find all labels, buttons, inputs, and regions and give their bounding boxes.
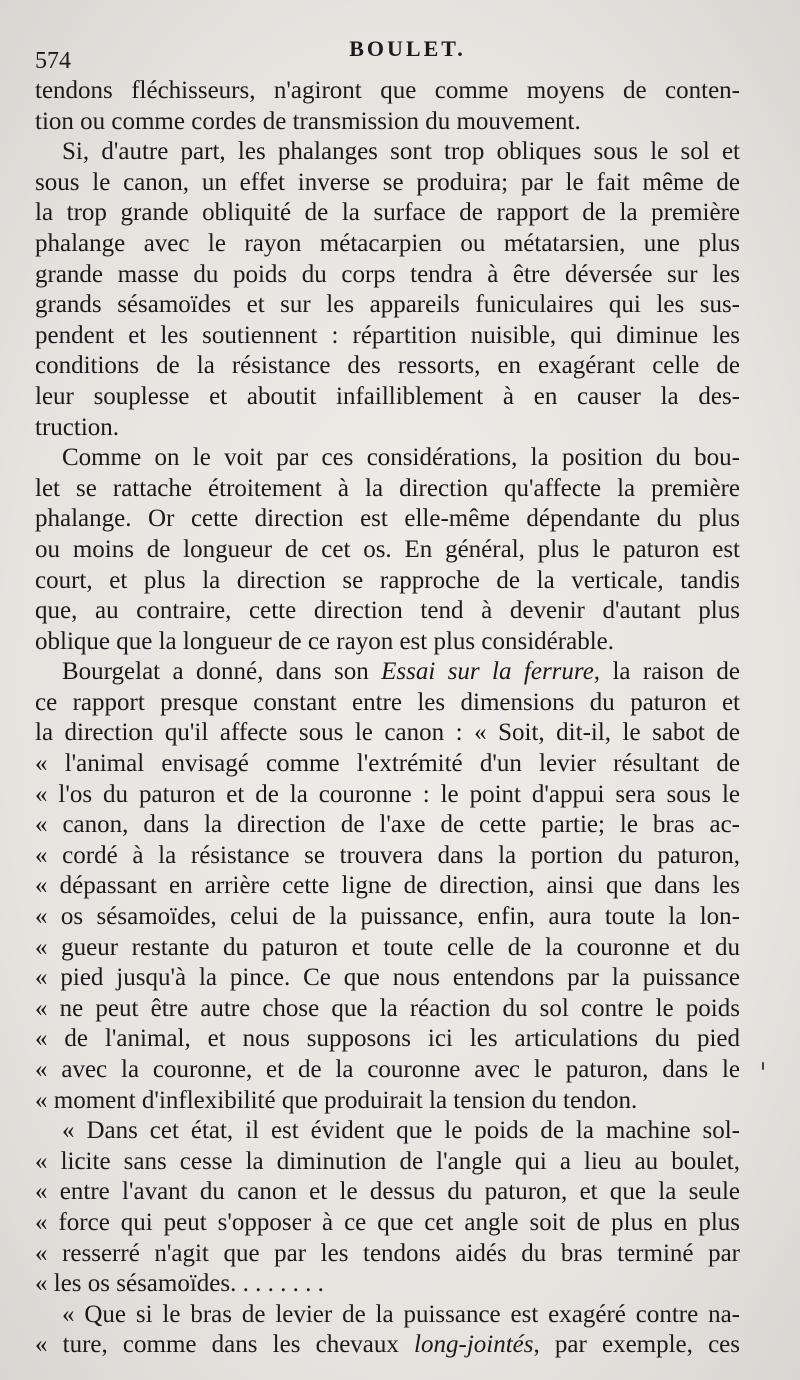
text-line: « Dans cet état, il est évident que le poids de la machine sol- xyxy=(62,1117,740,1145)
text-line: « os sésamoïdes, celui de la puissance, enfin, aura toute la lon- xyxy=(35,903,740,931)
text-line: que, au contraire, cette direction tend à devenir d'autant plus xyxy=(35,597,740,625)
text-line: tion ou comme cordes de transmission du mouvement. xyxy=(35,107,581,135)
text-line: « licite sans cesse la diminution de l'angle qui a lieu au boulet, xyxy=(35,1147,740,1175)
text-line: truction. xyxy=(35,413,120,441)
text-line xyxy=(35,1330,740,1361)
text-line: court, et plus la direction se rapproche de la verticale, tandis xyxy=(35,566,740,594)
text-line: grands sésamoïdes et sur les appareils funiculaires qui les sus- xyxy=(35,291,740,319)
text-line: « canon, dans la direction de l'axe de cette partie; le bras ac- xyxy=(35,811,740,839)
text-line: « avec la couronne, et de la couronne avec le paturon, dans le xyxy=(35,1056,740,1083)
page-number: 574 xyxy=(35,48,71,74)
text-segment: , par exemple, ces xyxy=(533,1331,740,1359)
text-segment: Bourgelat a donné, dans son xyxy=(62,658,382,686)
text-line: tendons fléchisseurs, n'agiront que comme moyens de conten- xyxy=(35,77,740,104)
text-line: phalange avec le rayon métacarpien ou métatarsien, une plus xyxy=(35,229,740,257)
text-line: Si, d'autre part, les phalanges sont trop obliques sous le sol et xyxy=(62,138,740,166)
text-line: « de l'animal, et nous supposons ici les articulations du pied xyxy=(35,1025,740,1053)
text-line: ce rapport presque constant entre les dimensions du paturon et xyxy=(35,688,740,716)
text-line: « moment d'inflexibilité que produirait la tension du tendon. xyxy=(35,1086,638,1114)
text-line: « l'animal envisagé comme l'extrémité d'un levier résultant de xyxy=(35,750,740,778)
text-line: conditions de la résistance des ressorts, en exagérant celle de xyxy=(35,352,740,380)
margin-mark xyxy=(762,1062,764,1070)
text-line: « resserré n'agit que par les tendons aidés du bras terminé par xyxy=(35,1239,740,1267)
text-line: « gueur restante du paturon et toute celle de la couronne et du xyxy=(35,933,740,961)
text-line: « Que si le bras de levier de la puissance est exagéré contre na- xyxy=(62,1300,740,1328)
text-line: « les os sésamoïdes. . . . . . . . xyxy=(35,1270,324,1298)
text-line: « dépassant en arrière cette ligne de direction, ainsi que dans les xyxy=(35,872,740,900)
text-line: leur souplesse et aboutit infailliblement à en causer la des- xyxy=(35,382,740,410)
text-line: phalange. Or cette direction est elle-même dépendante du plus xyxy=(35,505,740,533)
text-line: « ne peut être autre chose que la réaction du sol contre le poids xyxy=(35,994,740,1022)
text-line: « l'os du paturon et de la couronne : le point d'appui sera sous le xyxy=(35,780,740,808)
italic-title: long-jointés xyxy=(414,1331,534,1359)
text-line: Comme on le voit par ces considérations, la position du bou- xyxy=(62,444,740,472)
text-line: « entre l'avant du canon et le dessus du paturon, et que la seule xyxy=(35,1178,740,1206)
text-line: ou moins de longueur de cet os. En général, plus le paturon est xyxy=(35,535,740,563)
text-line: la direction qu'il affecte sous le canon : « Soit, dit-il, le sabot de xyxy=(35,719,740,747)
text-line: « pied jusqu'à la pince. Ce que nous entendons par la puissance xyxy=(35,964,740,992)
text-segment: « ture, comme dans les chevaux xyxy=(35,1331,415,1359)
text-line: la trop grande obliquité de la surface de rapport de la première xyxy=(35,199,740,227)
running-head: BOULET. xyxy=(349,36,466,61)
body-text xyxy=(35,76,740,1361)
italic-title: Essai sur la ferrure, xyxy=(381,658,601,686)
text-line: « force qui peut s'opposer à ce que cet angle soit de plus en plus xyxy=(35,1208,740,1236)
text-line: « cordé à la résistance se trouvera dans la portion du paturon, xyxy=(35,841,740,869)
text-segment: la raison de xyxy=(600,658,740,686)
text-line: pendent et les soutiennent : répartition nuisible, qui diminue les xyxy=(35,321,740,349)
text-line: sous le canon, un effet inverse se produira; par le fait même de xyxy=(35,168,740,196)
page-header xyxy=(35,30,740,76)
text-line: grande masse du poids du corps tendra à être déversée sur les xyxy=(35,260,740,288)
text-line xyxy=(35,657,740,688)
text-line: let se rattache étroitement à la direction qu'affecte la première xyxy=(35,474,740,502)
text-line: oblique que la longueur de ce rayon est plus considérable. xyxy=(35,627,614,655)
